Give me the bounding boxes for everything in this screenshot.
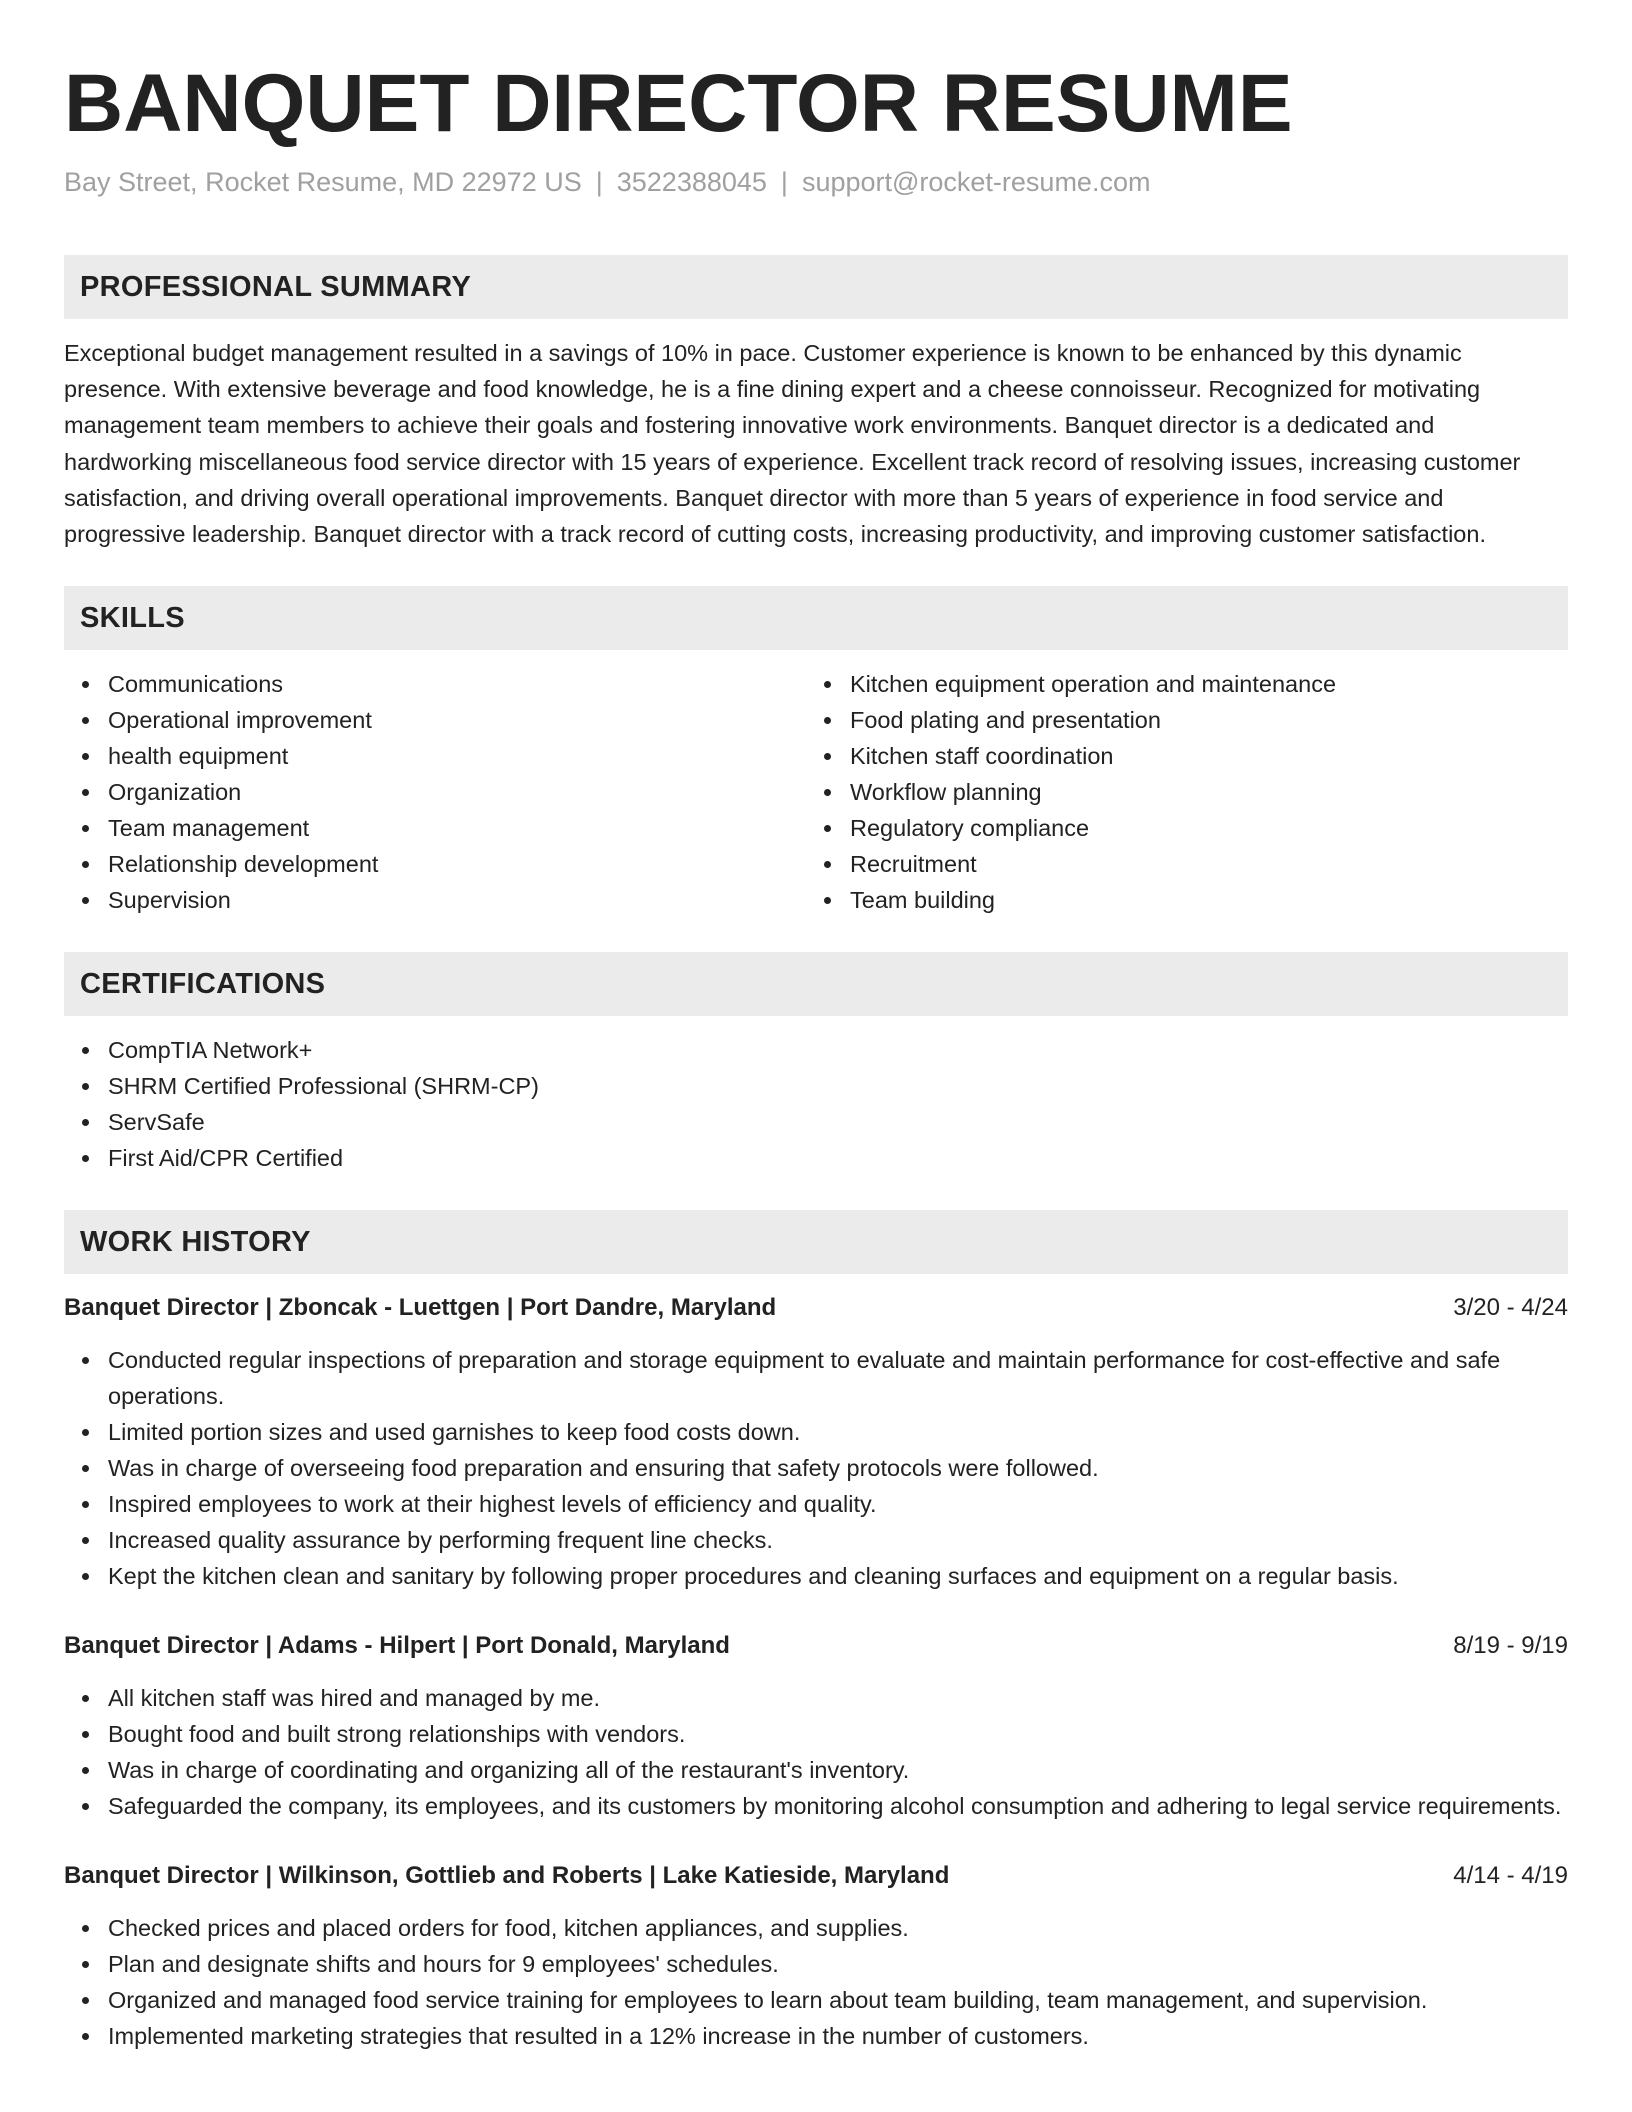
skill-item: Relationship development [64,846,806,882]
job-bullets [64,1680,1568,1824]
skills-grid [64,666,1568,918]
certification-item: First Aid/CPR Certified [64,1140,1568,1176]
job-bullet: Implemented marketing strategies that resulted in a 12% increase in the number of customers. [64,2018,1568,2054]
summary-text: Exceptional budget management resulted in a savings of 10% in pace. Customer experience is known to be enhanced by this dynamic presence. With extensive beverage and food knowledge, he is a fine dining expert and a cheese connoisseur. Recognized for motivating management team members to achieve their goals and fostering innovative work environments. Banquet director is a dedicated and hardworking miscellaneous food service director with 15 years of experience. Excellent track record of resolving issues, increasing customer satisfaction, and driving overall operational improvements. Banquet director with more than 5 years of experience in food service and progressive leadership. Banquet director with a track record of cutting costs, increasing productivity, and improving customer satisfaction. [64,340,1521,548]
job-bullets [64,1910,1568,2054]
section-heading-summary: PROFESSIONAL SUMMARY [64,255,1568,319]
contact-email: support@rocket-resume.com [801,167,1151,197]
contact-address: Bay Street, Rocket Resume, MD 22972 US [64,167,582,197]
contact-line [64,164,1568,200]
skill-item: Team building [806,882,1548,918]
contact-separator: | [780,167,788,197]
job-dates: 3/20 - 4/24 [1453,1294,1568,1322]
job-header [64,1628,1568,1664]
job-bullet: Bought food and built strong relationships with vendors. [64,1716,1568,1752]
section-heading-skills: SKILLS [64,586,1568,650]
skill-item: Kitchen staff coordination [806,738,1548,774]
job-dates: 8/19 - 9/19 [1453,1632,1568,1660]
skill-item: Kitchen equipment operation and maintenance [806,666,1548,702]
contact-separator: | [595,167,603,197]
skill-item: Organization [64,774,806,810]
job-bullet: Plan and designate shifts and hours for 9 employees' schedules. [64,1946,1568,1982]
skill-item: Operational improvement [64,702,806,738]
certifications-list [64,1032,1568,1176]
job-bullet: Was in charge of overseeing food preparation and ensuring that safety protocols were followed. [64,1450,1568,1486]
certification-item: CompTIA Network+ [64,1032,1568,1068]
job-entry [64,1628,1568,1824]
job-header [64,1858,1568,1894]
contact-phone: 3522388045 [616,167,767,197]
job-bullet: Checked prices and placed orders for food, kitchen appliances, and supplies. [64,1910,1568,1946]
skill-item: Regulatory compliance [806,810,1548,846]
skill-item: health equipment [64,738,806,774]
skill-item: Team management [64,810,806,846]
job-entry [64,1858,1568,2054]
certification-item: ServSafe [64,1104,1568,1140]
skills-column-left [64,666,806,918]
job-header [64,1290,1568,1326]
skill-item: Communications [64,666,806,702]
job-bullet: Safeguarded the company, its employees, and its customers by monitoring alcohol consumption and adhering to legal service requirements. [64,1788,1568,1824]
job-title: Banquet Director | Wilkinson, Gottlieb and Roberts | Lake Katieside, Maryland [64,1862,950,1890]
job-bullet: Increased quality assurance by performing frequent line checks. [64,1522,1568,1558]
job-bullets [64,1342,1568,1594]
job-title: Banquet Director | Zboncak - Luettgen | Port Dandre, Maryland [64,1294,777,1322]
job-bullet: Inspired employees to work at their highest levels of efficiency and quality. [64,1486,1568,1522]
job-dates: 4/14 - 4/19 [1453,1862,1568,1890]
job-bullet: Limited portion sizes and used garnishes to keep food costs down. [64,1414,1568,1450]
section-heading-work-history: WORK HISTORY [64,1210,1568,1274]
certification-item: SHRM Certified Professional (SHRM-CP) [64,1068,1568,1104]
resume-title: BANQUET DIRECTOR RESUME [64,58,1293,149]
skill-item: Food plating and presentation [806,702,1548,738]
skill-item: Workflow planning [806,774,1548,810]
resume-page [64,56,1568,2054]
skill-item: Recruitment [806,846,1548,882]
skills-column-right [806,666,1548,918]
job-bullet: Organized and managed food service training for employees to learn about team building, team management, and supervision. [64,1982,1568,2018]
job-bullet: Was in charge of coordinating and organizing all of the restaurant's inventory. [64,1752,1568,1788]
job-entry [64,1290,1568,1594]
job-title: Banquet Director | Adams - Hilpert | Port Donald, Maryland [64,1632,730,1660]
section-heading-certifications: CERTIFICATIONS [64,952,1568,1016]
skill-item: Supervision [64,882,806,918]
job-bullet: Kept the kitchen clean and sanitary by following proper procedures and cleaning surfaces and equipment on a regular basis. [64,1558,1568,1594]
job-bullet: Conducted regular inspections of preparation and storage equipment to evaluate and maintain performance for cost-effective and safe operations. [64,1342,1568,1414]
job-bullet: All kitchen staff was hired and managed by me. [64,1680,1568,1716]
